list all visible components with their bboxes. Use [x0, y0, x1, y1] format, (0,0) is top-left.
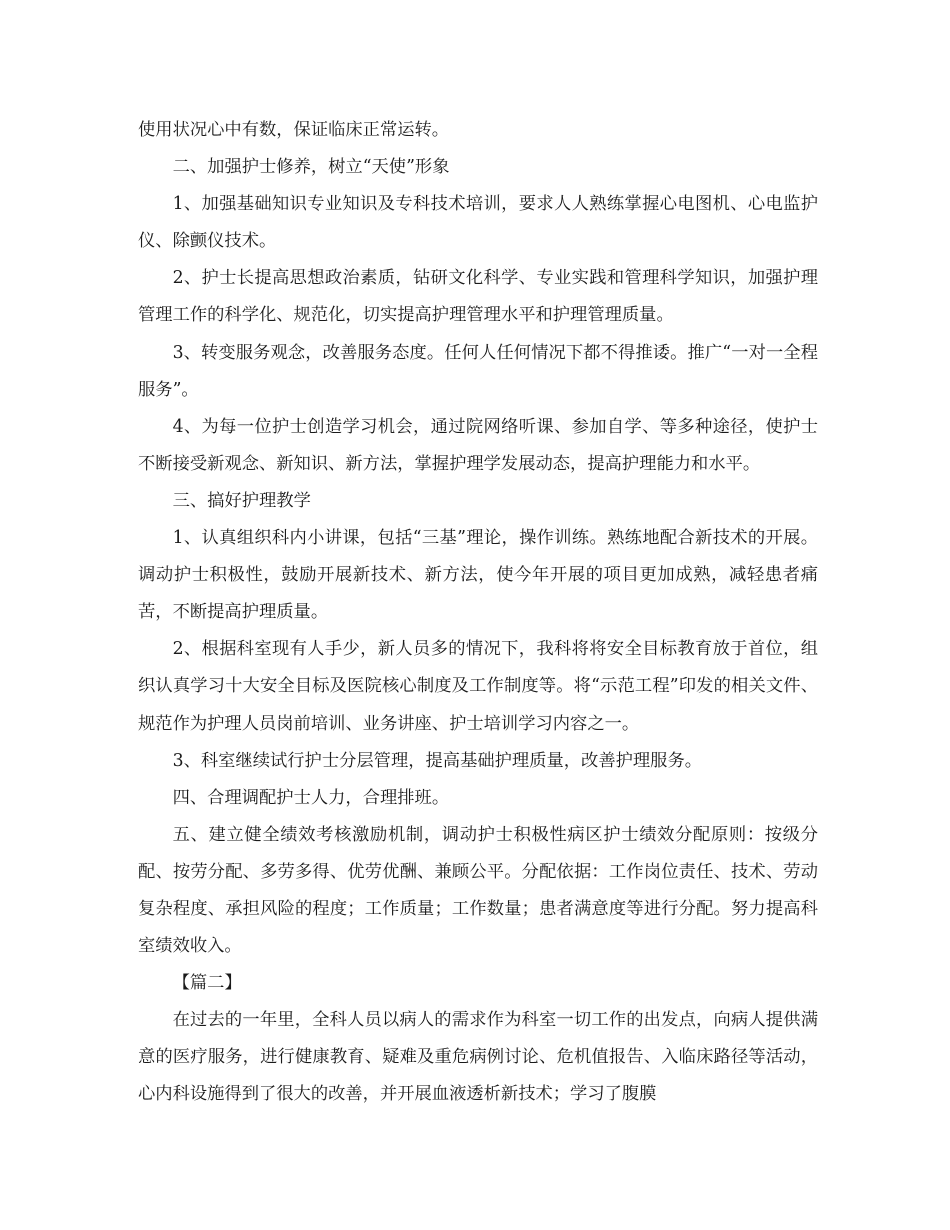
paragraph: 2、根据科室现有人手少，新人员多的情况下，我科将将安全目标教育放于首位，组织认真学习十大安全目标及医院核心制度及工作制度等。将“示范工程”印发的相关文件、规范作为护理人员岗前培训、业务讲座、护士培训学习内容之一。 [138, 639, 818, 734]
document-body [138, 112, 818, 1114]
section-heading: 四、合理调配护士人力，合理排班。 [172, 787, 450, 808]
paragraph: 1、加强基础知识专业知识及专科技术培训，要求人人熟练掌握心电图机、心电监护仪、除颤仪技术。 [138, 194, 818, 252]
paragraph: 3、科室继续试行护士分层管理，提高基础护理质量，改善护理服务。 [172, 750, 703, 771]
paragraph: 3、转变服务观念，改善服务态度。任何人任何情况下都不得推诿。推广“一对一全程服务”。 [138, 342, 818, 400]
paragraph: 1、认真组织科内小讲课，包括“三基”理论，操作训练。熟练地配合新技术的开展。调动护士积极性，鼓励开展新技术、新方法，使今年开展的项目更加成熟，减轻患者痛苦，不断提高护理质量。 [138, 528, 818, 623]
paragraph: 在过去的一年里，全科人员以病人的需求作为科室一切工作的出发点，向病人提供满意的医疗服务，进行健康教育、疑难及重危病例讨论、危机值报告、入临床路径等活动，心内科设施得到了很大的改善，并开展血液透析新技术；学习了腹膜 [138, 1010, 818, 1105]
part-heading: 【篇二】 [172, 973, 242, 994]
paragraph: 五、建立健全绩效考核激励机制，调动护士积极性病区护士绩效分配原则：按级分配、按劳分配、多劳多得、优劳优酬、兼顾公平。分配依据：工作岗位责任、技术、劳动复杂程度、承担风险的程度；工作质量；工作数量；患者满意度等进行分配。努力提高科室绩效收入。 [138, 824, 818, 957]
paragraph: 2、护士长提高思想政治素质，钻研文化科学、专业实践和管理科学知识，加强护理管理工作的科学化、规范化，切实提高护理管理水平和护理管理质量。 [138, 268, 818, 326]
paragraph: 4、为每一位护士创造学习机会，通过院网络听课、参加自学、等多种途径，使护士不断接受新观念、新知识、新方法，掌握护理学发展动态，提高护理能力和水平。 [138, 416, 818, 474]
paragraph: 使用状况心中有数，保证临床正常运转。 [138, 120, 450, 140]
section-heading: 三、搞好护理教学 [172, 490, 311, 511]
section-heading: 二、加强护士修养，树立“天使”形象 [172, 157, 450, 178]
